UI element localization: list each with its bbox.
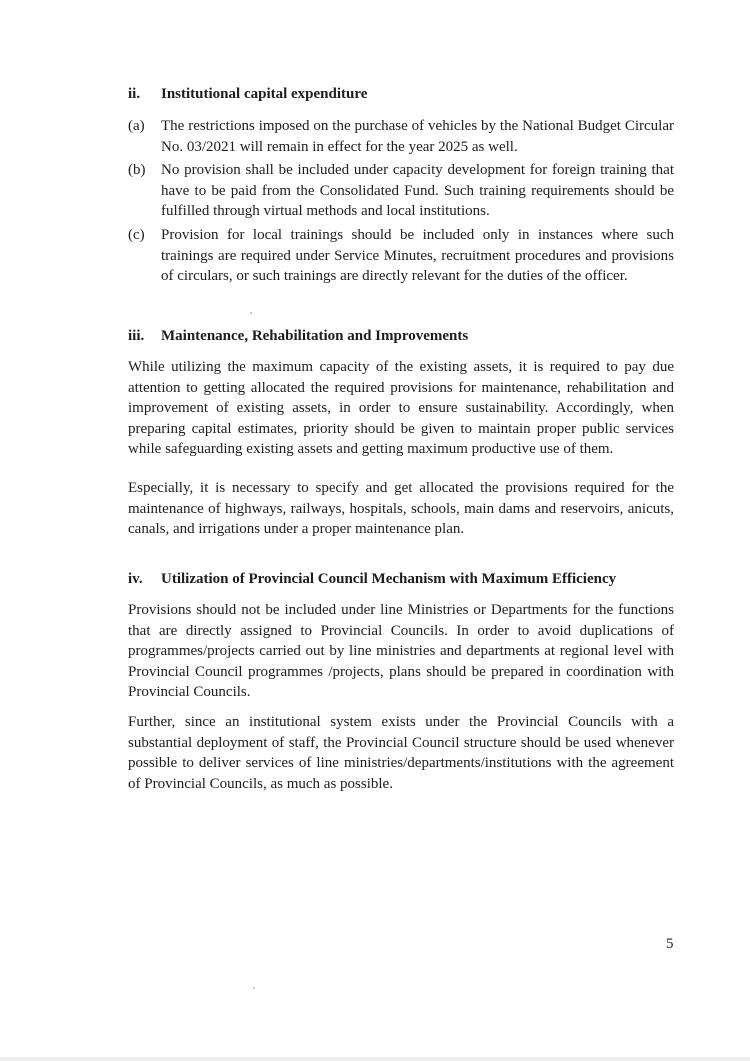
page-number: 5 bbox=[666, 936, 674, 952]
section-iii-paragraph-2: Especially, it is necessary to specify and get allocated the provisions required for the maintenance of highways, railways, hospitals, schools, main dams and reservoirs, anicuts, canals, and irrigations under a proper maintenance plan. bbox=[128, 480, 674, 537]
item-text: No provision shall be included under capacity development for foreign training that have to be paid from the Consolidated Fund. Such training requirements should be fulfilled through virtual methods and local institutions. bbox=[161, 162, 674, 219]
section-ii-item-c bbox=[128, 225, 674, 287]
item-label: (b) bbox=[128, 162, 146, 178]
section-iv-number: iv. bbox=[128, 571, 143, 587]
item-text: Provision for local trainings should be included only in instances where such trainings are required under Service Minutes, recruitment procedures and provisions of circulars, or such trainings are directly relevant for the duties of the officer. bbox=[161, 227, 674, 284]
section-ii-item-a bbox=[128, 116, 674, 157]
section-iii-paragraph-1: While utilizing the maximum capacity of the existing assets, it is required to pay due attention to getting allocated the required provisions for maintenance, rehabilitation and improvement of existing assets, in order to ensure sustainability. Accordingly, when preparing capital estimates, priority should be given to maintain proper public services while safeguarding existing assets and getting maximum productive use of them. bbox=[128, 359, 674, 457]
section-iii-number: iii. bbox=[128, 328, 145, 344]
item-text: The restrictions imposed on the purchase of vehicles by the National Budget Circular No. 03/2021 will remain in effect for the year 2025 as well. bbox=[161, 118, 674, 155]
section-iii-title: Maintenance, Rehabilitation and Improvements bbox=[161, 328, 469, 344]
scan-speck bbox=[253, 987, 255, 989]
item-label: (c) bbox=[128, 227, 145, 243]
item-label: (a) bbox=[128, 118, 145, 134]
section-iv-paragraph-1: Provisions should not be included under line Ministries or Departments for the functions that are directly assigned to Provincial Councils. In order to avoid duplications of programmes/projects carried out by line ministries and departments at regional level with Provincial Council programmes /projects, plans should be prepared in coordination with Provincial Councils. bbox=[128, 602, 674, 700]
section-ii-item-b bbox=[128, 160, 674, 222]
section-iv-paragraph-2: Further, since an institutional system exists under the Provincial Councils with a substantial deployment of staff, the Provincial Council structure should be used whenever possible to deliver services of line ministries/departments/institutions with the agreement of Provincial Councils, as much as possible. bbox=[128, 714, 674, 792]
section-ii-title: Institutional capital expenditure bbox=[161, 86, 368, 102]
section-ii-number: ii. bbox=[128, 86, 141, 102]
scan-speck bbox=[250, 312, 252, 314]
section-iv-title: Utilization of Provincial Council Mechanism with Maximum Efficiency bbox=[161, 571, 617, 587]
scan-edge bbox=[0, 1057, 750, 1061]
